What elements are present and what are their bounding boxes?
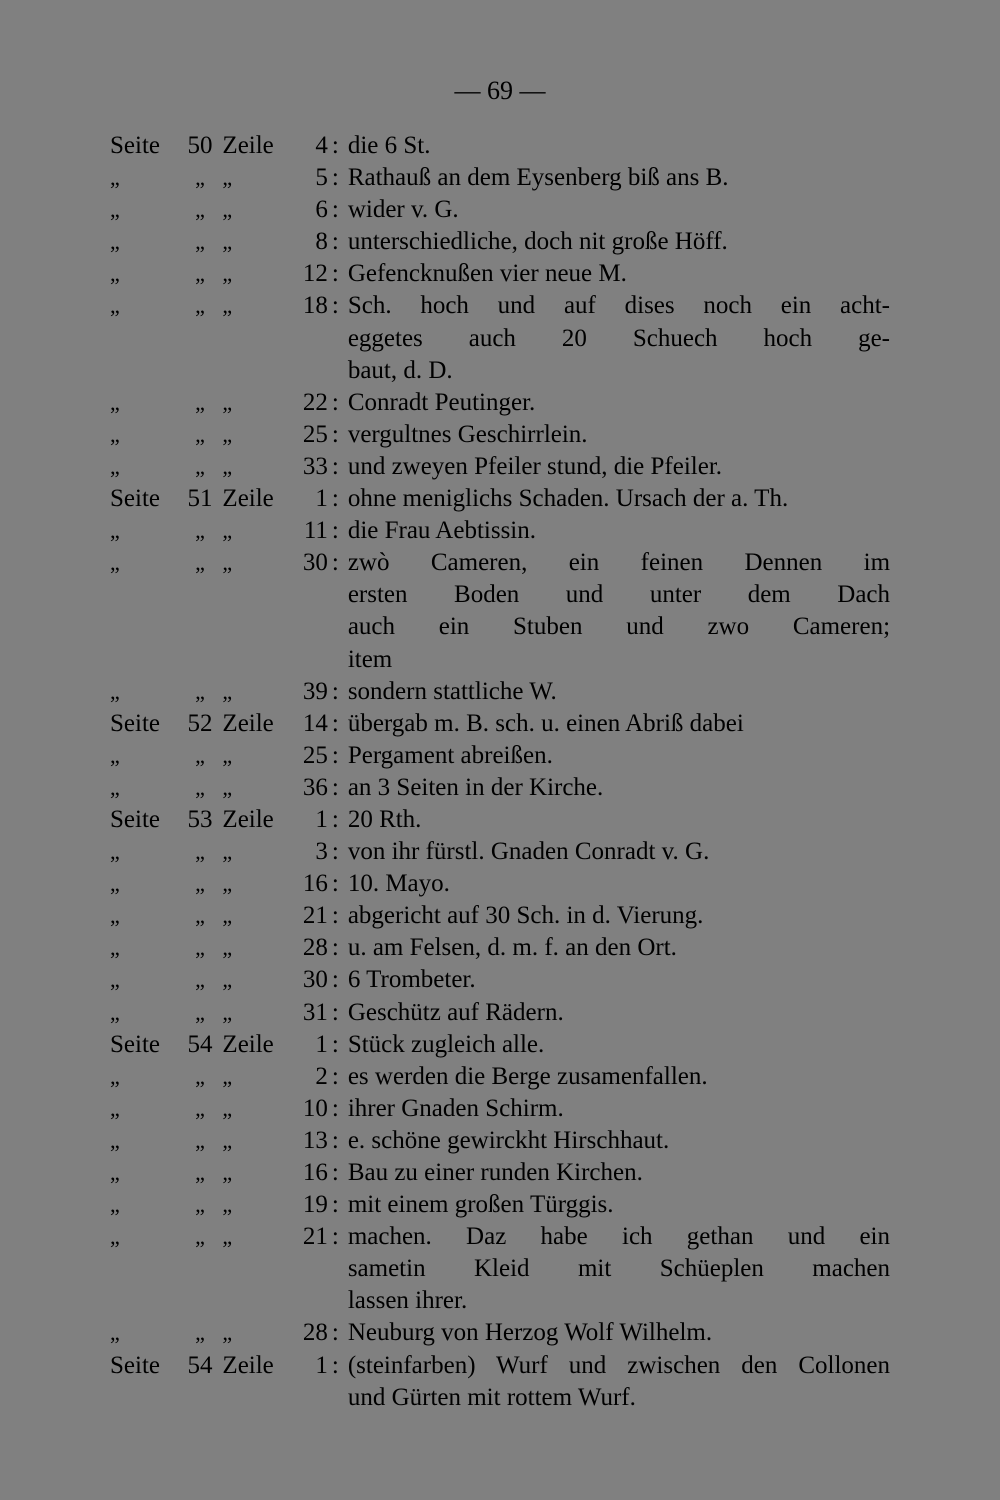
errata-entry <box>110 740 890 772</box>
correction-text <box>348 194 890 226</box>
separator-colon: : <box>331 164 339 192</box>
line-number: 14 <box>302 709 328 737</box>
page-number: — 69 — <box>454 76 546 105</box>
correction-text-line: an 3 Seiten in der Kirche. <box>347 773 604 801</box>
correction-text-line: Pergament abreißen. <box>347 741 553 769</box>
line-label: „ <box>222 999 233 1025</box>
line-label: „ <box>222 293 233 319</box>
errata-entry <box>110 547 890 675</box>
page-ref-number: „ <box>195 550 205 576</box>
line-number: 25 <box>302 741 328 769</box>
line-label: Zeile <box>222 1351 274 1379</box>
correction-text-line: ohne meniglichs Schaden. Ursach der a. Th. <box>347 485 789 513</box>
correction-text <box>348 1125 890 1157</box>
page-label: „ <box>110 293 120 319</box>
correction-text-line: baut, d. D. <box>347 356 453 384</box>
separator-colon: : <box>331 998 339 1026</box>
line-number: 6 <box>315 196 328 224</box>
correction-text <box>348 451 890 483</box>
separator-colon: : <box>331 452 339 480</box>
correction-text-line: auch ein Stuben und zwo Cameren; <box>347 613 891 641</box>
errata-entry <box>110 1221 890 1317</box>
correction-text <box>348 258 890 290</box>
page-ref-number: „ <box>195 421 205 447</box>
line-number: 30 <box>302 549 328 577</box>
correction-text-line: sametin Kleid mit Schüeplen machen <box>347 1255 891 1283</box>
line-number: 18 <box>302 292 328 320</box>
page-label: Seite <box>110 805 160 833</box>
errata-entry <box>110 676 890 708</box>
correction-text <box>348 1061 890 1093</box>
line-label: Zeile <box>222 132 274 159</box>
separator-colon: : <box>331 517 339 545</box>
page-label: „ <box>110 999 120 1025</box>
correction-text-line: Bau zu einer runden Kirchen. <box>347 1159 643 1186</box>
errata-entry <box>110 130 890 162</box>
errata-entry <box>110 419 890 451</box>
errata-entry <box>110 451 890 483</box>
page-label: „ <box>110 453 120 479</box>
correction-text <box>348 162 890 194</box>
page-label: „ <box>110 550 120 576</box>
page-ref-number: 52 <box>187 709 213 737</box>
page-label: „ <box>110 389 120 415</box>
page-ref-number: 50 <box>187 132 213 159</box>
line-label: „ <box>222 1192 233 1218</box>
errata-entry <box>110 932 890 964</box>
line-number: 10 <box>302 1094 328 1122</box>
separator-colon: : <box>331 934 339 962</box>
line-label: „ <box>222 453 233 479</box>
line-number: 1 <box>315 805 328 833</box>
correction-text-line: eggetes auch 20 Schuech hoch ge- <box>347 324 891 352</box>
correction-text <box>348 676 890 708</box>
line-number: 16 <box>302 870 328 898</box>
line-number: 4 <box>315 132 328 159</box>
page-ref-number: „ <box>195 1127 205 1153</box>
line-label: „ <box>222 1160 233 1185</box>
correction-text <box>348 1029 890 1061</box>
page-label: Seite <box>110 485 160 513</box>
separator-colon: : <box>331 292 339 320</box>
line-label: „ <box>222 1063 233 1089</box>
errata-entry <box>110 1157 890 1189</box>
page-label: „ <box>110 165 120 191</box>
correction-text <box>348 1350 890 1414</box>
correction-text-line: wider v. G. <box>347 196 459 224</box>
correction-text-line: e. schöne gewirckht Hirschhaut. <box>347 1126 670 1154</box>
page-ref-number: 54 <box>187 1351 213 1379</box>
errata-entry <box>110 1350 890 1414</box>
line-number: 25 <box>302 420 328 448</box>
line-number: 8 <box>315 228 328 256</box>
correction-text <box>348 547 890 675</box>
correction-text-line: es werden die Berge zusamenfallen. <box>347 1062 708 1090</box>
errata-entry <box>110 964 890 996</box>
separator-colon: : <box>331 1126 339 1154</box>
correction-text <box>348 997 890 1029</box>
page-label: „ <box>110 935 120 961</box>
page-label: „ <box>110 871 120 897</box>
line-label: „ <box>222 197 233 223</box>
errata-entry <box>110 1317 890 1349</box>
correction-text <box>348 419 890 451</box>
line-number: 11 <box>303 517 328 545</box>
page-ref-number: „ <box>195 871 205 897</box>
page-ref-number: „ <box>195 293 205 319</box>
page-label: „ <box>110 1127 120 1153</box>
line-label: „ <box>222 1320 233 1346</box>
correction-text-line: die Frau Aebtissin. <box>347 517 536 545</box>
correction-text <box>348 868 890 900</box>
line-number: 19 <box>302 1191 328 1219</box>
separator-colon: : <box>331 1062 339 1090</box>
line-label: „ <box>222 678 233 704</box>
errata-entry <box>110 1093 890 1125</box>
line-number: 1 <box>315 485 328 513</box>
page-ref-number: „ <box>195 742 205 768</box>
page-label: „ <box>110 678 120 704</box>
page-label: „ <box>110 1095 120 1121</box>
correction-text <box>348 1317 890 1349</box>
page-label: Seite <box>110 1030 160 1058</box>
page-label: „ <box>110 421 120 447</box>
correction-text <box>348 1093 890 1125</box>
correction-text <box>348 836 890 868</box>
line-label: „ <box>222 903 233 929</box>
correction-text-line: Gefencknußen vier neue M. <box>347 260 627 288</box>
correction-text-line: die 6 St. <box>347 132 431 159</box>
line-label: „ <box>222 518 233 544</box>
correction-text-line: vergultnes Geschirrlein. <box>347 420 588 448</box>
correction-text-line: u. am Felsen, d. m. f. an den Ort. <box>347 934 677 962</box>
page-ref-number: „ <box>195 518 205 544</box>
correction-text-line: Neuburg von Herzog Wolf Wilhelm. <box>347 1319 713 1347</box>
line-number: 12 <box>302 260 328 288</box>
errata-entry <box>110 772 890 804</box>
correction-text <box>348 804 890 836</box>
page-ref-number: „ <box>195 935 205 961</box>
line-label: Zeile <box>222 485 274 513</box>
separator-colon: : <box>331 1159 339 1186</box>
separator-colon: : <box>331 1094 339 1122</box>
separator-colon: : <box>331 260 339 288</box>
line-number: 1 <box>315 1030 328 1058</box>
correction-text-line: 20 Rth. <box>347 805 422 833</box>
page-ref-number: „ <box>195 229 205 255</box>
page-label: „ <box>110 967 120 993</box>
page-ref-number: „ <box>195 967 205 993</box>
line-number: 33 <box>302 452 328 480</box>
correction-text <box>348 1189 890 1221</box>
page-ref-number: „ <box>195 1095 205 1121</box>
page-ref-number: 51 <box>187 485 213 513</box>
line-label: „ <box>222 742 233 768</box>
correction-text-line: mit einem großen Türggis. <box>347 1191 614 1219</box>
correction-text-line: 10. Mayo. <box>347 870 450 898</box>
errata-entry <box>110 194 890 226</box>
correction-text-line: zwò Cameren, ein feinen Dennen im <box>347 549 891 577</box>
page-label: „ <box>110 518 120 544</box>
page-ref-number: „ <box>195 999 205 1025</box>
line-number: 21 <box>302 1223 328 1251</box>
line-label: „ <box>222 261 233 287</box>
page-label: „ <box>110 839 120 865</box>
correction-text-line: abgericht auf 30 Sch. in d. Vierung. <box>347 902 704 930</box>
line-label: Zeile <box>222 1030 274 1058</box>
correction-text-line: machen. Daz habe ich gethan und ein <box>347 1223 891 1251</box>
errata-entry <box>110 1125 890 1157</box>
line-number: 31 <box>302 998 328 1026</box>
correction-text <box>348 708 890 740</box>
correction-text <box>348 483 890 515</box>
page-label: Seite <box>110 132 160 159</box>
separator-colon: : <box>331 677 339 705</box>
correction-text-line: ersten Boden und unter dem Dach <box>347 581 891 609</box>
page-ref-number: „ <box>195 1192 205 1218</box>
errata-entry <box>110 1061 890 1093</box>
errata-list <box>110 130 890 1414</box>
line-number: 5 <box>315 164 328 192</box>
separator-colon: : <box>331 228 339 256</box>
separator-colon: : <box>331 709 339 737</box>
line-label: „ <box>222 871 233 897</box>
line-label: „ <box>222 839 233 865</box>
correction-text <box>348 740 890 772</box>
page-label: „ <box>110 1320 120 1346</box>
line-label: „ <box>222 935 233 961</box>
page-label: „ <box>110 1224 120 1250</box>
line-number: 13 <box>302 1126 328 1154</box>
correction-text-line: von ihr fürstl. Gnaden Conradt v. G. <box>347 838 710 866</box>
errata-entry <box>110 804 890 836</box>
page-ref-number: „ <box>195 1160 205 1185</box>
correction-text <box>348 932 890 964</box>
page-label: Seite <box>110 1351 160 1379</box>
page-label: „ <box>110 1192 120 1218</box>
separator-colon: : <box>331 388 339 416</box>
separator-colon: : <box>331 902 339 930</box>
errata-entry <box>110 836 890 868</box>
separator-colon: : <box>331 838 339 866</box>
line-number: 16 <box>302 1159 328 1186</box>
line-label: „ <box>222 1095 233 1121</box>
correction-text-line: sondern stattliche W. <box>347 677 557 705</box>
correction-text <box>348 130 890 162</box>
page-ref-number: „ <box>195 1063 205 1089</box>
correction-text-line: Geschütz auf Rädern. <box>347 998 564 1026</box>
page-ref-number: „ <box>195 774 205 800</box>
correction-text-line: und zweyen Pfeiler stund, die Pfeiler. <box>347 452 723 480</box>
page-label: „ <box>110 774 120 800</box>
errata-entry <box>110 1189 890 1221</box>
page-label: „ <box>110 903 120 929</box>
errata-entry <box>110 387 890 419</box>
page-ref-number: „ <box>195 197 205 223</box>
page-ref-number: „ <box>195 903 205 929</box>
separator-colon: : <box>331 1351 339 1379</box>
correction-text-line: lassen ihrer. <box>347 1287 468 1315</box>
line-number: 3 <box>315 838 328 866</box>
page-ref-number: „ <box>195 1224 205 1250</box>
errata-entry <box>110 900 890 932</box>
line-label: „ <box>222 774 233 800</box>
line-number: 22 <box>302 388 328 416</box>
page-ref-number: „ <box>195 1320 205 1346</box>
line-label: „ <box>222 165 233 191</box>
correction-text <box>348 515 890 547</box>
correction-text <box>348 900 890 932</box>
line-label: „ <box>222 389 233 415</box>
correction-text <box>348 1221 890 1317</box>
separator-colon: : <box>331 1223 339 1251</box>
errata-entry <box>110 868 890 900</box>
page-label: „ <box>110 742 120 768</box>
page-label: „ <box>110 197 120 223</box>
line-label: „ <box>222 1127 233 1153</box>
correction-text <box>348 387 890 419</box>
page-ref-number: „ <box>195 839 205 865</box>
correction-text <box>348 226 890 258</box>
correction-text <box>348 772 890 804</box>
errata-entry <box>110 1029 890 1061</box>
line-number: 28 <box>302 1319 328 1347</box>
line-number: 36 <box>302 773 328 801</box>
errata-entry <box>110 997 890 1029</box>
separator-colon: : <box>331 741 339 769</box>
correction-text <box>348 1157 890 1189</box>
page-ref-number: „ <box>195 678 205 704</box>
errata-entry <box>110 290 890 386</box>
separator-colon: : <box>331 773 339 801</box>
correction-text-line: 6 Trombeter. <box>347 966 476 994</box>
page-ref-number: „ <box>195 261 205 287</box>
line-number: 28 <box>302 934 328 962</box>
correction-text-line: item <box>347 645 393 673</box>
line-label: „ <box>222 967 233 993</box>
separator-colon: : <box>331 1030 339 1058</box>
line-label: Zeile <box>222 805 274 833</box>
line-label: „ <box>222 550 233 576</box>
correction-text-line: unterschiedliche, doch nit große Höff. <box>347 228 728 256</box>
page-label: „ <box>110 1063 120 1089</box>
correction-text-line: übergab m. B. sch. u. einen Abriß dabei <box>347 709 744 737</box>
line-number: 2 <box>315 1062 328 1090</box>
separator-colon: : <box>331 1191 339 1219</box>
page-ref-number: 54 <box>187 1030 213 1058</box>
errata-entry <box>110 708 890 740</box>
line-label: „ <box>222 1224 233 1250</box>
separator-colon: : <box>331 966 339 994</box>
line-label: „ <box>222 229 233 255</box>
correction-text-line: (steinfarben) Wurf und zwischen den Collonen <box>347 1351 891 1379</box>
page-ref-number: „ <box>195 453 205 479</box>
errata-entry <box>110 258 890 290</box>
page-ref-number: „ <box>195 389 205 415</box>
errata-entry <box>110 226 890 258</box>
separator-colon: : <box>331 549 339 577</box>
line-number: 39 <box>302 677 328 705</box>
errata-entry <box>110 483 890 515</box>
page-ref-number: 53 <box>187 805 213 833</box>
separator-colon: : <box>331 805 339 833</box>
correction-text-line: ihrer Gnaden Schirm. <box>347 1094 564 1122</box>
page-label: Seite <box>110 709 160 737</box>
separator-colon: : <box>331 1319 339 1347</box>
separator-colon: : <box>331 132 339 159</box>
page-ref-number: „ <box>195 165 205 191</box>
line-number: 30 <box>302 966 328 994</box>
line-number: 1 <box>315 1351 328 1379</box>
correction-text-line: Conradt Peutinger. <box>347 388 536 416</box>
errata-entry <box>110 515 890 547</box>
separator-colon: : <box>331 196 339 224</box>
errata-entry <box>110 162 890 194</box>
line-number: 21 <box>302 902 328 930</box>
line-label: Zeile <box>222 709 274 737</box>
correction-text-line: und Gürten mit rottem Wurf. <box>347 1383 636 1411</box>
correction-text <box>348 964 890 996</box>
line-label: „ <box>222 421 233 447</box>
page-label: „ <box>110 1160 120 1185</box>
correction-text-line: Rathauß an dem Eysenberg biß ans B. <box>347 164 729 192</box>
separator-colon: : <box>331 420 339 448</box>
correction-text-line: Stück zugleich alle. <box>347 1030 545 1058</box>
page-label: „ <box>110 261 120 287</box>
separator-colon: : <box>331 485 339 513</box>
correction-text <box>348 290 890 386</box>
separator-colon: : <box>331 870 339 898</box>
correction-text-line: Sch. hoch und auf dises noch ein acht- <box>347 292 891 320</box>
page-label: „ <box>110 229 120 255</box>
